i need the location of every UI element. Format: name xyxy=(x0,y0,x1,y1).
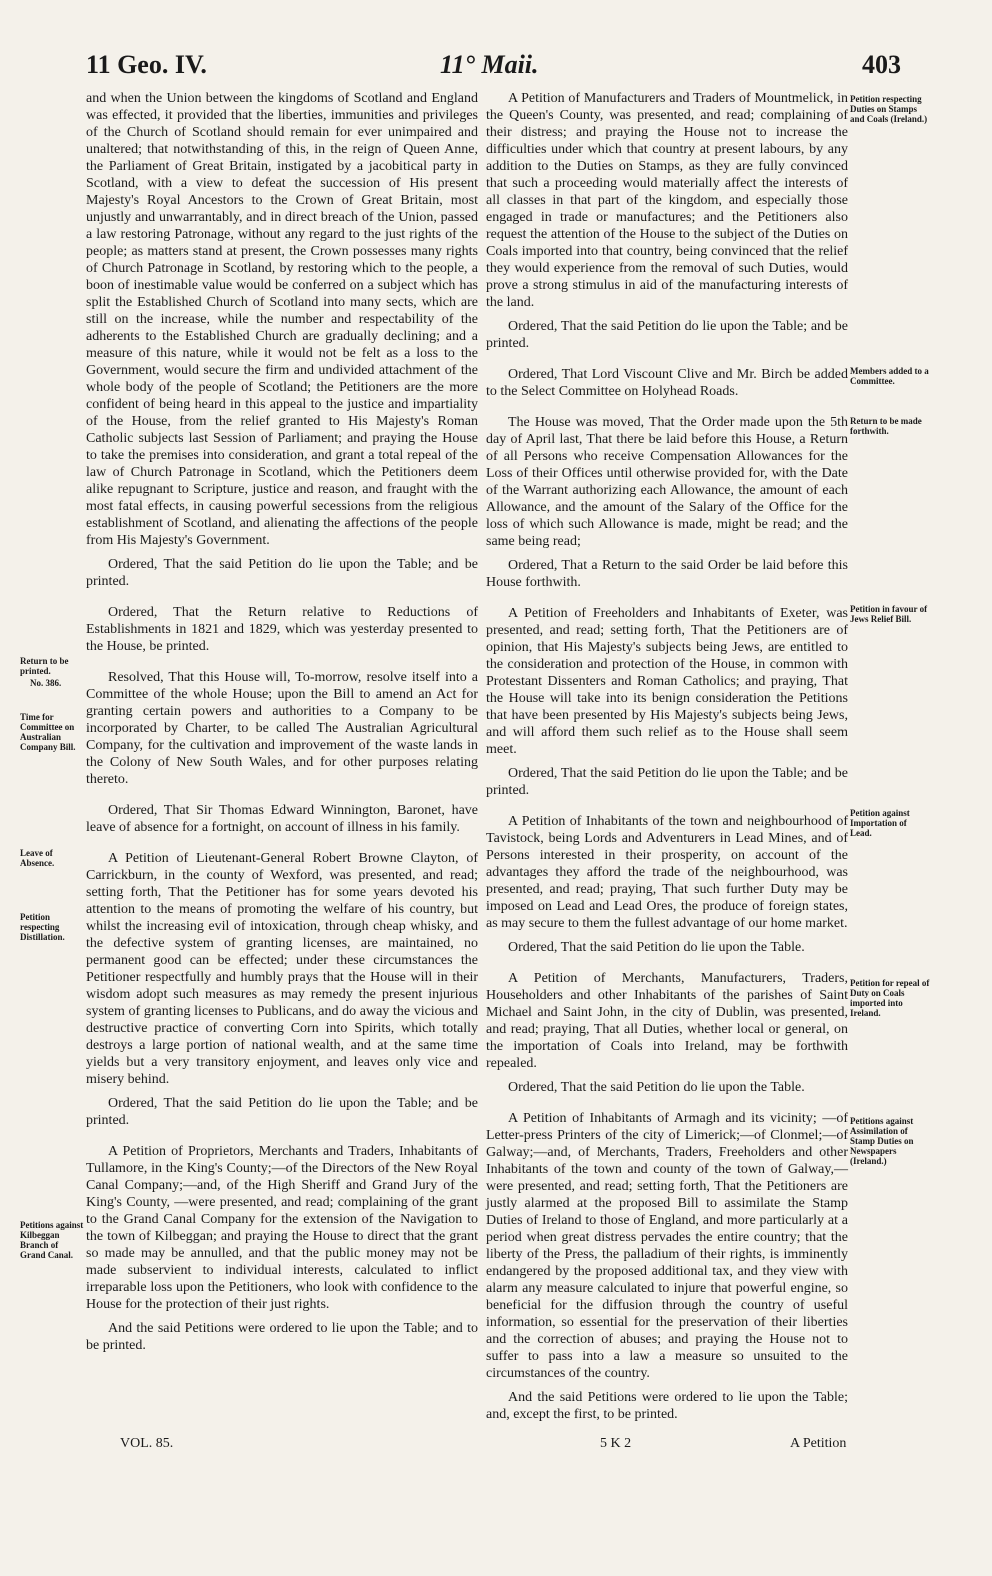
margin-note-distillation: Petition respecting Distillation. xyxy=(20,912,65,942)
footer-volume: VOL. 85. xyxy=(120,1436,174,1451)
margin-note-australian-company: Time for Committee on Australian Company Bill. xyxy=(20,712,76,752)
ordered-note: Ordered, That the said Petition do lie upon the Table. xyxy=(508,940,805,955)
margin-note-stamp-assimilation: Petitions against Assimilation of Stamp Duties on Newspapers (Ireland.) xyxy=(850,1116,914,1166)
paragraph-leave-of-absence: Ordered, That Sir Thomas Edward Winnington, Baronet, have leave of absence for a fortnight, on account of illness in his family. xyxy=(86,803,478,835)
margin-note-return-printed xyxy=(20,656,84,688)
margin-note-number: No. 386. xyxy=(30,678,62,688)
left-column xyxy=(86,90,478,1361)
margin-note-kilbeggan: Petitions against Kilbeggan Branch of Grand Canal. xyxy=(20,1220,84,1260)
footer-catchword: A Petition xyxy=(790,1436,847,1451)
margin-note-leave-of-absence: Leave of Absence. xyxy=(20,848,55,868)
margin-note-coals-ireland: Petition for repeal of Duty on Coals imported into Ireland. xyxy=(850,978,930,1018)
ordered-note: And the said Petitions were ordered to lie upon the Table; and, except the first, to be printed. xyxy=(486,1390,848,1422)
paragraph-compensation-return: The House was moved, That the Order made upon the 5th day of April last, That there be laid before this House, a Return of all Persons who receive Compensation Allowances for the Loss of their Offices until otherwise provided for, with the Date of the Warrant authorizing each Allowance, the amount of each Allowance, and the amount of the Salary of the Office for the loss of which such Allowance is made, might be read; and the same being read; xyxy=(486,415,848,549)
paragraph-stamp-duties-petition: A Petition of Inhabitants of Armagh and its vicinity; —of Letter-press Printers of the city of Limerick;—of Clonmel;—of Galway;—and, of Merchants, Traders, Freeholders and other Inhabitants of the town and county of the town of Galway,—were presented, and read; setting forth, That the Petitioners are justly alarmed at the proposed Bill to assimilate the Stamp Duties of Ireland to those of England, and more particularly at a period when great distress pervades the entire country; that the liberty of the Press, the palladium of their rights, is imminently endangered by the proposed additional tax, and they view with alarm any measure calculated to injure that powerful engine, so beneficial for the diffusion through the country of useful information, so essential for the preservation of their liberties and the correction of abuses; and praying the House not to suffer to pass into a law a measure so unsuited to the circumstances of the country. xyxy=(486,1111,848,1381)
ordered-note: Ordered, That a Return to the said Order be laid before this House forthwith. xyxy=(486,558,848,590)
ordered-note: And the said Petitions were ordered to lie upon the Table; and to be printed. xyxy=(86,1321,478,1353)
paragraph-members-added: Ordered, That Lord Viscount Clive and Mr. Birch be added to the Select Committee on Holyhead Roads. xyxy=(486,367,848,399)
ordered-note: Ordered, That the said Petition do lie upon the Table; and be printed. xyxy=(486,319,848,351)
paragraph-dublin-petition: A Petition of Merchants, Manufacturers, Traders, Householders and other Inhabitants of the parishes of Saint Michael and Saint John, in the city of Dublin, was presented, and read; praying, That all Duties, whether local or general, on the importation of Coals into Ireland, may be forthwith repealed. xyxy=(486,971,848,1071)
paragraph-kilbeggan-petition: A Petition of Proprietors, Merchants and Traders, Inhabitants of Tullamore, in the King's County;—of the Directors of the New Royal Canal Company;—and, of the High Sheriff and Grand Jury of the King's County, —were presented, and read; complaining of the grant to the Grand Canal Company for the extension of the Navigation to the town of Kilbeggan; and praying the House to direct that the grant so made may be annulled, and that the public money may not be made subservient to individual interests, calculated to inflict irreparable loss upon the Petitioners, who look with confidence to the House for the protection of their just rights. xyxy=(86,1144,478,1312)
header-date: 11° Maii. xyxy=(440,50,539,79)
page-number: 403 xyxy=(862,50,901,79)
margin-note-stamps-coals: Petition respecting Duties on Stamps and Coals (Ireland.) xyxy=(850,94,928,124)
paragraph-exeter-petition: A Petition of Freeholders and Inhabitants of Exeter, was presented, and read; setting forth, That the Petitioners are of opinion, that His Majesty's subjects being Jews, are entitled to the consideration and protection of the House, in common with Protestant Dissenters and Roman Catholics; and praying, That the House will take into its benign consideration the Petitions that have been presented by His Majesty's subjects being Jews, and will afford them such relief as to the House shall seem meet. xyxy=(486,606,848,757)
paragraph-mountmelick-petition: A Petition of Manufacturers and Traders of Mountmelick, in the Queen's County, was presented, and read; complaining of their distress; and praying the House not to increase the difficulties under which that country at present labours, by any addition to the Duties on Stamps, as they are fully convinced that such a proceeding would materially affect the interests of all classes in that part of the kingdom, and especially those engaged in trade or manufactures; and the Petitioners also request the attention of the House to the subject of the Duties on Coals imported into that country, being convinced that the relief they would experience from the removal of such Duties, would prove a strong stimulus in aid of the manufacturing interests of the land. xyxy=(486,91,848,310)
margin-note-return-forthwith: Return to be made forthwith. xyxy=(850,416,922,436)
margin-note-text: Return to be printed. xyxy=(20,656,69,676)
margin-note-lead: Petition against Importation of Lead. xyxy=(850,808,910,838)
paragraph-return-printed: Ordered, That the Return relative to Reductions of Establishments in 1821 and 1829, which was yesterday presented to the House, be printed. xyxy=(86,605,478,654)
ordered-note: Ordered, That the said Petition do lie upon the Table; and be printed. xyxy=(86,557,478,589)
ordered-note: Ordered, That the said Petition do lie upon the Table; and be printed. xyxy=(486,766,848,798)
paragraph-tavistock-petition: A Petition of Inhabitants of the town and neighbourhood of Tavistock, being Lords and Adventurers in Lead Mines, and of Persons interested in their prosperity, on account of the advantages they afford the trade of the neighbourhood, was presented, and read; praying, That such further Duty may be imposed on Lead and Lead Ores, the produce of foreign states, as may secure to them the fullest advantage of our home market. xyxy=(486,814,848,931)
footer-signature: 5 K 2 xyxy=(600,1436,632,1451)
margin-note-jews-relief: Petition in favour of Jews Relief Bill. xyxy=(850,604,928,624)
right-column xyxy=(486,90,848,1430)
paragraph-distillation-petition: A Petition of Lieutenant-General Robert Browne Clayton, of Carrickburn, in the county of Wexford, was presented, and read; setting forth, That the Petitioner has for some years devoted his attention to the means of promoting the welfare of his country, but whilst the increasing evil of intoxication, through cheap whisky, and the defective system of granting licenses, are maintained, no permanent good can be effected; under these circumstances the Petitioner respectfully and humbly prays that the House will in their wisdom adopt such measures as may remedy the present injurious system of granting licenses to Publicans, and do away the vicious and destructive practice of converting Corn into Spirits, which totally destroys a large portion of national wealth, and at the same time yields but a very transitory enjoyment, and leaves only vice and misery behind. xyxy=(86,851,478,1087)
paragraph-patronage-petition: and when the Union between the kingdoms of Scotland and England was effected, it provided that the liberties, immunities and privileges of the Church of Scotland should remain for ever unimpaired and unaltered; that notwithstanding of this, in the reign of Queen Anne, the Parliament of Great Britain, instigated by a jacobitical party in Scotland, with a view to defeat the succession of His present Majesty's Royal Ancestors to the Crown of Great Britain, most unjustly and unwarrantably, and in direct breach of the Union, passed a law restoring Patronage, without any regard to the just rights of the people; as matters stand at present, the Crown possesses many rights of Church Patronage in Scotland, by restoring which to the people, a boon of inestimable value would be conferred on a subject which has split the Established Church of Scotland into many sects, which are still on the increase, while the number and respectability of the adherents to the Established Church are gradually declining; and a measure of this nature, while it would not be felt as a loss to the Government, would secure the firm and undivided attachment of the whole body of the people of Scotland; the Petitioners are the more confident of being heard in this appeal to the justice and impartiality of the House, from the relief granted to His Majesty's Roman Catholic subjects last Session of Parliament; and praying the House to take the premises into consideration, and grant a total repeal of the law of Church Patronage in Scotland, which the Petitioners deem alike repugnant to Scripture, justice and reason, and fraught with the most fatal effects, in causing powerful secessions from the religious establishment of Scotland, and alienating the affections of the people from His Majesty's Government. xyxy=(86,91,478,548)
ordered-note: Ordered, That the said Petition do lie upon the Table; and be printed. xyxy=(86,1096,478,1128)
ordered-note: Ordered, That the said Petition do lie upon the Table. xyxy=(508,1080,805,1095)
paragraph-australian-company: Resolved, That this House will, To-morrow, resolve itself into a Committee of the whole House; upon the Bill to amend an Act for granting certain powers and authorities to a Company to be incorporated by Charter, to be called The Australian Agricultural Company, for the cultivation and improvement of the waste lands in the Colony of New South Wales, and for other purposes relating thereto. xyxy=(86,670,478,787)
header-regnal-year: 11 Geo. IV. xyxy=(86,50,207,79)
margin-note-members-added: Members added to a Committee. xyxy=(850,366,929,386)
